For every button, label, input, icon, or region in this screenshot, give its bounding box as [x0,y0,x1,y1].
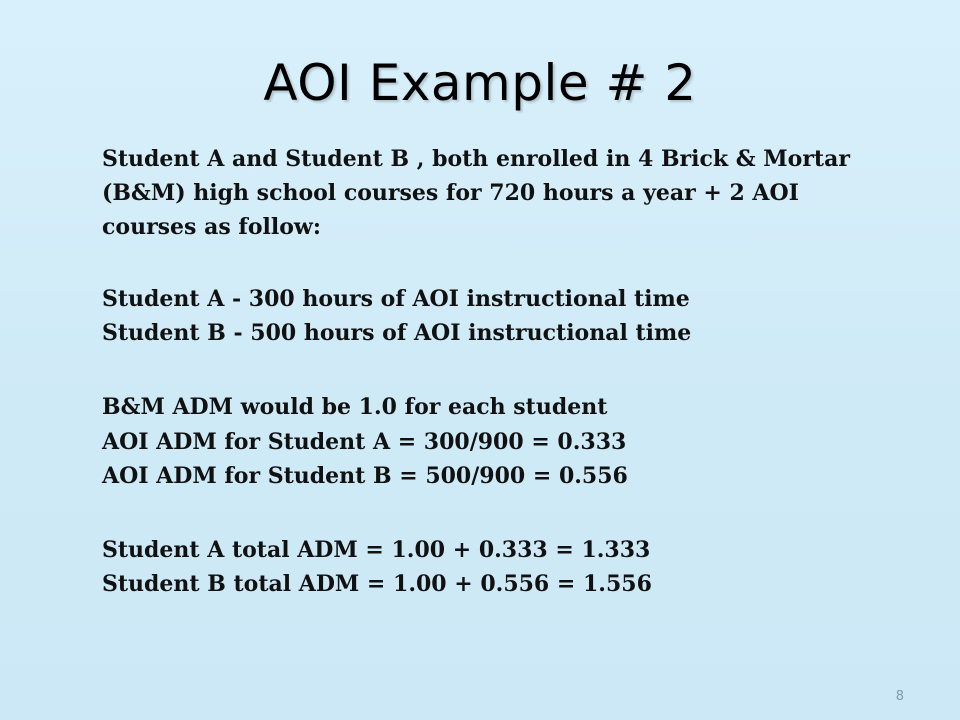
intro-line-3: courses as follow: [102,214,321,241]
intro-line-2: (B&M) high school courses for 720 hours a year + 2 AOI [102,180,799,207]
intro-paragraph [102,142,892,244]
page-number: 8 [895,689,904,704]
student-hours-block [102,282,892,350]
student-b-hours: Student B - 500 hours of AOI instructional time [102,320,692,347]
totals-block [102,533,892,601]
student-a-hours: Student A - 300 hours of AOI instructional time [102,286,690,313]
adm-block [102,390,892,492]
aoi-adm-student-a: AOI ADM for Student A = 300/900 = 0.333 [102,428,627,455]
bm-adm-line: B&M ADM would be 1.0 for each student [102,394,608,421]
student-a-total: Student A total ADM = 1.00 + 0.333 = 1.333 [102,536,651,563]
aoi-adm-student-b: AOI ADM for Student B = 500/900 = 0.556 [102,462,628,489]
student-b-total: Student B total ADM = 1.00 + 0.556 = 1.556 [102,570,652,597]
slide-title: AOI Example # 2 [263,54,697,112]
intro-line-1: Student A and Student B , both enrolled in 4 Brick & Mortar [102,146,850,172]
slide-body [102,142,892,601]
